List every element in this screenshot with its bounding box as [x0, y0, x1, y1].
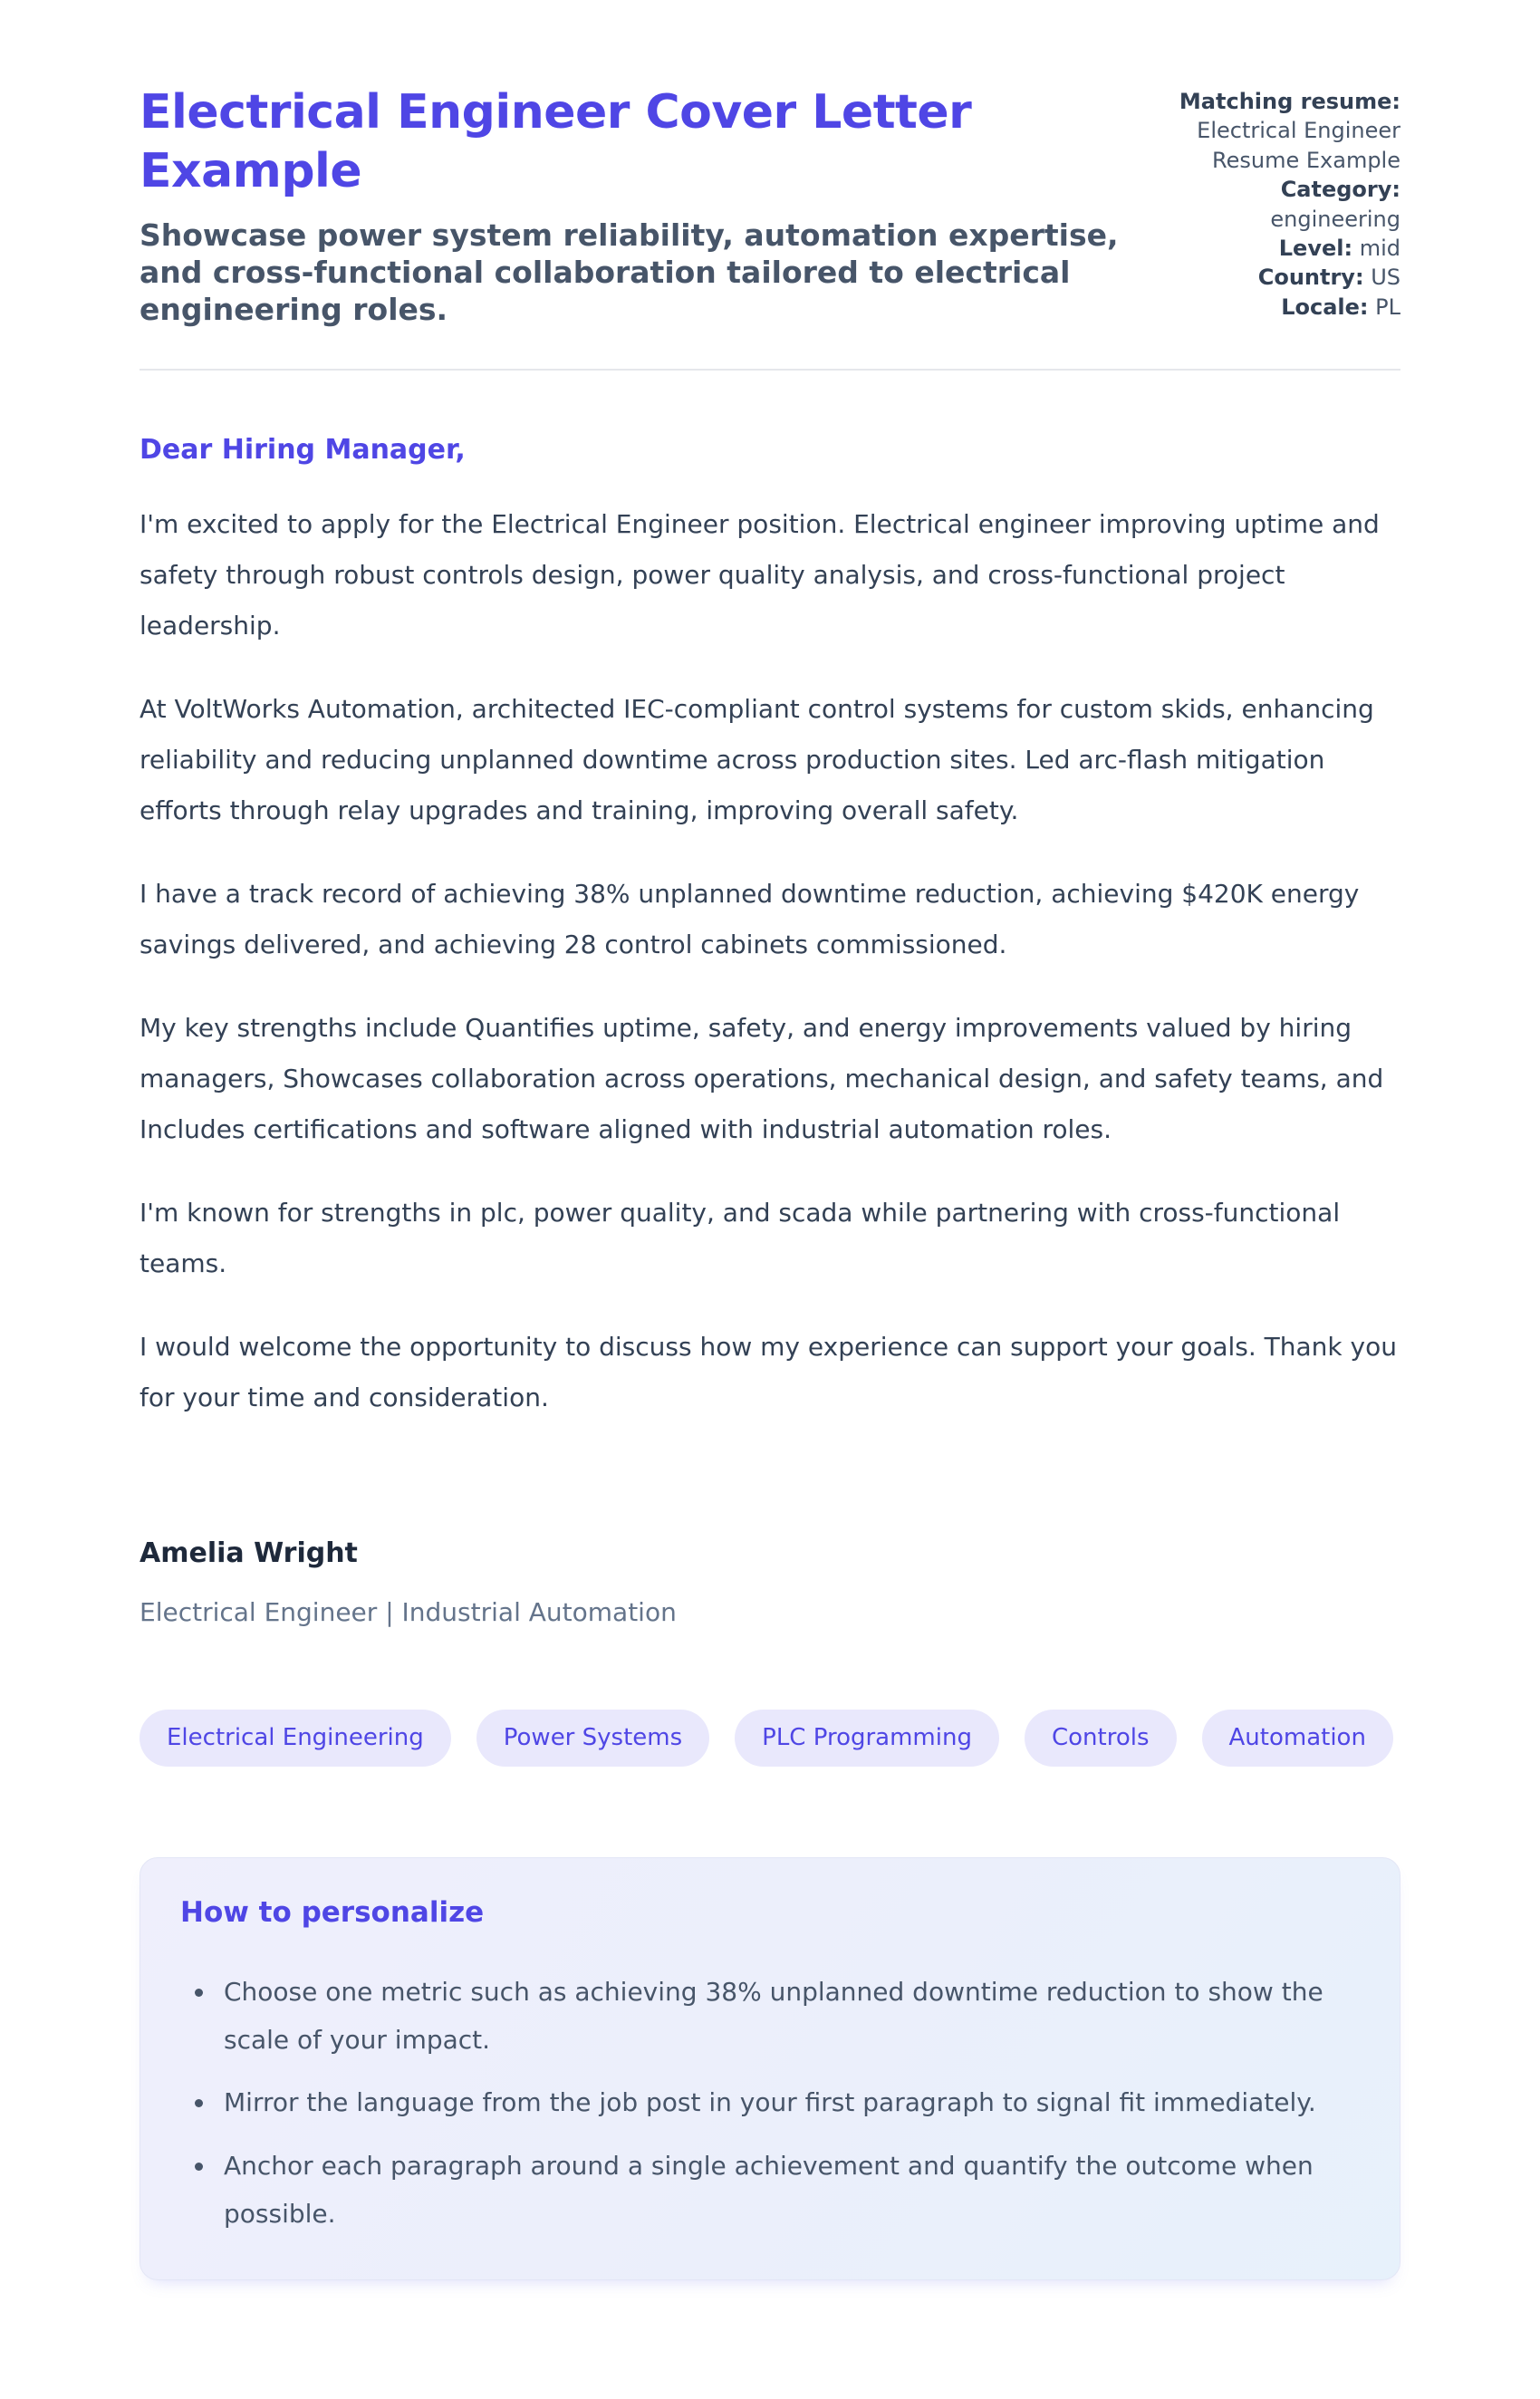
letter-paragraph: At VoltWorks Automation, architected IEC-compliant control systems for custom skids, enhancing reliability and reducing unplanned downtime across production sites. Led arc-flash mitigation efforts through relay upgrades and training, improving overall safety. — [140, 693, 1374, 825]
meta-category-value: engineering — [1270, 206, 1400, 232]
personalize-bullet: • Mirror the language from the job post in your first paragraph to signal fit immediately. — [217, 2078, 1360, 2126]
page-container — [140, 0, 1400, 2353]
letter-paragraph: I'm known for strengths in plc, power quality, and scada while partnering with cross-functional teams. — [140, 1197, 1341, 1278]
meta-country — [1165, 263, 1400, 292]
header — [140, 83, 1400, 329]
meta-level — [1165, 234, 1400, 263]
letter-greeting: Dear Hiring Manager, — [140, 433, 466, 466]
section-divider — [140, 369, 1400, 371]
tag-chip-controls[interactable]: Controls — [1025, 1710, 1177, 1767]
personalize-bullet: • Choose one metric such as achieving 38% unplanned downtime reduction to show the scale of your impact. — [217, 1968, 1360, 2064]
meta-locale — [1165, 293, 1400, 322]
meta-country-label: Country: — [1257, 265, 1364, 291]
signature-name: Amelia Wright — [140, 1537, 358, 1569]
signature-role: Electrical Engineer | Industrial Automation — [140, 1596, 677, 1627]
meta-locale-label: Locale: — [1281, 294, 1369, 320]
letter-paragraph: I have a track record of achieving 38% unplanned downtime reduction, achieving $420K energy savings delivered, and achieving 28 control cabinets commissioned. — [140, 878, 1360, 959]
tag-chip-electrical-engineering[interactable]: Electrical Engineering — [140, 1710, 451, 1767]
tag-list — [140, 1710, 1400, 1767]
page-title: Electrical Engineer Cover Letter Example — [140, 85, 972, 198]
meta-level-value: mid — [1359, 235, 1400, 261]
personalize-title: How to personalize — [180, 1895, 485, 1929]
header-text-block — [140, 83, 1136, 329]
personalize-card — [140, 1857, 1400, 2280]
meta-matching-resume-value: Electrical Engineer Resume Example — [1197, 118, 1400, 173]
page-subtitle: Showcase power system reliability, automation expertise, and cross-functional collaboration tailored to electrical engineering roles. — [140, 217, 1119, 327]
letter-paragraph: I'm excited to apply for the Electrical Engineer position. Electrical engineer improving uptime and safety through robust controls design, power quality analysis, and cross-functional project leadership. — [140, 508, 1380, 641]
meta-category — [1165, 175, 1400, 234]
tag-chip-power-systems[interactable]: Power Systems — [476, 1710, 709, 1767]
meta-matching-resume-label: Matching resume: — [1179, 89, 1400, 114]
letter-paragraph: My key strengths include Quantifies uptime, safety, and energy improvements valued by hiring managers, Showcases collaboration across operations, mechanical design, and safety teams, and Includes certifications and software aligned with industrial automation roles. — [140, 1012, 1384, 1144]
tag-chip-automation[interactable]: Automation — [1202, 1710, 1393, 1767]
meta-country-value: US — [1371, 265, 1400, 291]
tag-chip-plc-programming[interactable]: PLC Programming — [735, 1710, 999, 1767]
meta-matching-resume — [1165, 87, 1400, 175]
meta-level-label: Level: — [1278, 235, 1353, 261]
personalize-list — [180, 1968, 1360, 2238]
letter-paragraph: I would welcome the opportunity to discuss how my experience can support your goals. Thank you for your time and consideration. — [140, 1331, 1397, 1412]
meta-category-label: Category: — [1280, 177, 1400, 203]
cover-letter-body — [140, 434, 1400, 1632]
meta-locale-value: PL — [1375, 294, 1400, 320]
meta-panel — [1165, 83, 1400, 322]
personalize-bullet: • Anchor each paragraph around a single achievement and quantify the outcome when possible. — [217, 2142, 1360, 2238]
